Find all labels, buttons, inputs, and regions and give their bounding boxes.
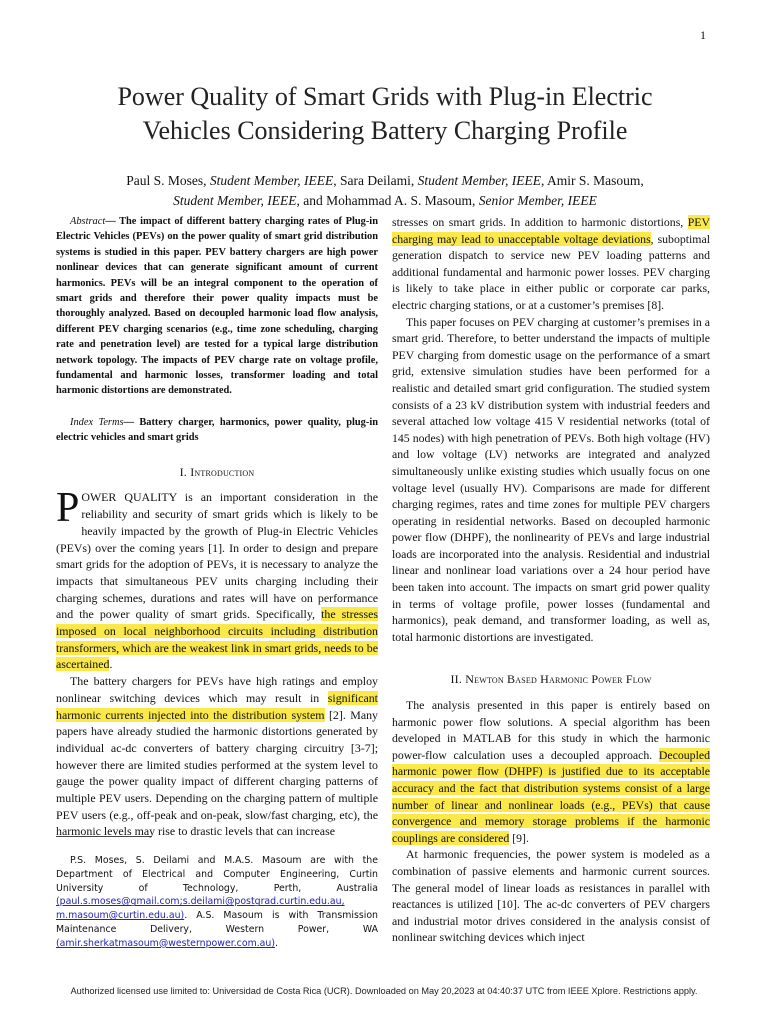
- intro-paragraph-1: POWER QUALITY is an important consideration in the reliability and security of smart grids which is likely to be heavily impacted by the growth of Plug-in Electric Vehicles (PEVs) over the coming years [1]. In order to design and prepare smart grids for the adoption of PEVs, it is necessary to analyze the impacts that simultaneous PEV units charging including their charging schemes, durations and rates will have on performance and the power quality of smart grids. Specifically, the stresses imposed on local neighborhood circuits including distribution transformers, which are the weakest link in smart grids, needs to be ascertained.: [56, 485, 379, 672]
- left-column: [56, 214, 378, 840]
- section2-paragraph-2: At harmonic frequencies, the power system is modeled as a combination of passive elements and harmonic current sources. The general model of linear loads as resistances in parallel with reactances is utilized [10]. The ac-dc converters of PEV chargers and industrial motor drives considered in the analysis consist of nonlinear switching devices which inject: [392, 847, 710, 945]
- author-membership: Student Member, IEEE: [209, 173, 334, 188]
- title-line-1: Power Quality of Smart Grids with Plug-in Electric: [117, 82, 653, 111]
- highlighted-text: the stresses imposed on local neighborhood circuits including distribution transformers, which are the weakest link in smart grids, needs to be ascertained: [56, 607, 379, 672]
- index-terms-text: Battery charger, harmonics, power quality, plug-in electric vehicles and smart grids: [56, 416, 378, 444]
- license-footer: Authorized licensed use limited to: Universidad de Costa Rica (UCR). Downloaded on May 20,2023 at 04:40:37 UTC from IEEE Xplore. Restrictions apply.: [70, 986, 698, 996]
- intro-paragraph-3: stresses on smart grids. In addition to harmonic distortions, PEV charging may lead to unacceptable voltage deviations, suboptimal generation dispatch to service new PEV loading patterns and additional fundamental and harmonic power losses. PEV charging is likely to take place in either public or corporate car parks, electric charging stations, or at a customer’s premises [8].: [392, 215, 710, 312]
- page-number: 1: [700, 28, 706, 42]
- author-email-links[interactable]: (paul.s.moses@gmail.com;s.deilami@postgrad.curtin.edu.au, m.masoum@curtin.edu.au): [56, 896, 345, 922]
- index-terms: Index Terms— Battery charger, harmonics, power quality, plug-in electric vehicles and smart grids: [56, 416, 378, 444]
- author-list: [60, 171, 710, 211]
- section-heading-introduction: I. Introduction: [179, 464, 255, 479]
- index-terms-label: Index Terms: [70, 416, 124, 428]
- intro-paragraph-2: The battery chargers for PEVs have high ratings and employ nonlinear switching devices which may result in significant harmonic currents injected into the distribution system [2]. Many papers have already studied the harmonic distortions generated by individual ac-dc converters of battery charging circuitry [3-7]; however there are limited studies performed at the system level to gauge the power quality impact of different charging patterns of multiple PEV users. Depending on the charging pattern of multiple PEV users (e.g., off-peak and on-peak, slow/fast charging, etc), the harmonic levels may rise to drastic levels that can increase: [56, 674, 379, 839]
- intro-paragraph-4: This paper focuses on PEV charging at customer’s premises in a smart grid. Therefore, to better understand the impacts of multiple PEV charging from domestic usage on the performance of a smart grid, extensive simulation studies have been performed for a realistic and detailed smart grid configuration. The studied system consists of a 23 kV distribution system with industrial feeders and several attached low voltage 415 V residential networks (total of 145 nodes) with high penetration of PEVs. Both high voltage (HV) and low voltage (LV) networks are integrated and analyzed simultaneously unlike existing studies which usually focus on one voltage level (usually HV). Comparisons are made for different charging regimes, rates and time zones for multiple PEV chargers operating in residential networks. Based on decoupled harmonic power flow (DHPF), the nonlinearity of PEVs and large industrial loads are incorporated into the analysis. Residential and industrial linear and nonlinear load variations over a 24 hour period have been taken into account. The impacts on smart grid power quality in terms of voltage profile, power losses (fundamental and harmonics), peak demand, and transformer loading, as well as, total harmonic distortions are investigated.: [392, 314, 710, 644]
- author-membership: Senior Member, IEEE: [478, 193, 597, 208]
- footnote-divider: [56, 836, 152, 837]
- paper-title: [40, 80, 730, 148]
- author-name: and Mohammad A. S. Masoum,: [299, 193, 479, 208]
- highlighted-text: Decoupled harmonic power flow (DHPF) is justified due to its acceptable accuracy and the fact that distribution systems consist of a large number of linear and nonlinear loads (e.g., PEVs) that cause convergence and memory storage problems if the harmonic couplings are considered: [392, 747, 710, 845]
- author-membership: Student Member, IEEE,: [173, 193, 300, 208]
- author-affiliation-footnote: P.S. Moses, S. Deilami and M.A.S. Masoum are with the Department of Electrical and Computer Engineering, Curtin University of Technology, Perth, Australia (paul.s.moses@gmail.com;s.deilami@postgrad.curtin.edu.au, m.masoum@curtin.edu.au). A.S. Masoum is with Transmission Maintenance Delivery, Western Power, WA (amir.sherkatmasoum@westernpower.com.au).: [56, 855, 378, 949]
- abstract: Abstract— The impact of different battery charging rates of Plug-in Electric Vehicles (PEVs) on the power quality of smart grid distribution systems is studied in this paper. PEV battery chargers are high power nonlinear devices that can generate significant amount of current harmonics. PEVs will be an integral component to the operation of smart grids and therefore their power quality impacts must be thoroughly analyzed. Based on decoupled harmonic load flow analysis, different PEV charging scenarios (e.g., time zone scheduling, charging rate and penetration level) are tested for a typical large distribution network topology. The impacts of PEV charge rate on voltage profile, fundamental and harmonic losses, transformer loading and total harmonic distortions are demonstrated.: [56, 216, 378, 397]
- drop-cap: P: [56, 485, 80, 532]
- author-name: , Sara Deilami,: [333, 173, 418, 188]
- title-line-2: Vehicles Considering Battery Charging Profile: [142, 116, 628, 145]
- abstract-label: Abstract: [70, 216, 106, 227]
- author-membership: Student Member, IEEE: [417, 173, 541, 188]
- abstract-text: The impact of different battery charging rates of Plug-in Electric Vehicles (PEVs) on the power quality of smart grid distribution systems is studied in this paper. PEV battery chargers are high power nonlinear devices that can generate significant amount of current harmonics. PEVs will be an integral component to the operation of smart grids and therefore their power quality impacts must be thoroughly analyzed. Based on decoupled harmonic load flow analysis, different PEV charging scenarios (e.g., time zone scheduling, charging rate and penetration level) are tested for a typical large distribution network topology. The impacts of PEV charge rate on voltage profile, fundamental and harmonic losses, transformer loading and total harmonic distortions are demonstrated.: [56, 216, 378, 397]
- right-column: [392, 214, 710, 946]
- author-name: , Amir S. Masoum,: [540, 173, 644, 188]
- highlighted-text: significant harmonic currents injected into the distribution system: [56, 690, 378, 722]
- section2-paragraph-1: The analysis presented in this paper is entirely based on harmonic power flow solutions. A special algorithm has been developed in MATLAB for this study in which the harmonic power-flow calculation uses a decoupled approach. Decoupled harmonic power flow (DHPF) is justified due to its acceptable accuracy and the fact that distribution systems consist of a large number of linear and nonlinear loads (e.g., PEVs) that cause convergence and memory storage problems if the harmonic couplings are considered [9].: [392, 698, 710, 845]
- author-email-link[interactable]: (amir.sherkatmasoum@westernpower.com.au): [56, 937, 276, 949]
- section-heading-harmonic-power-flow: II. Newton Based Harmonic Power Flow: [450, 672, 652, 687]
- highlighted-text: PEV charging may lead to unacceptable voltage deviations: [392, 215, 710, 246]
- author-name: Paul S. Moses,: [126, 173, 210, 188]
